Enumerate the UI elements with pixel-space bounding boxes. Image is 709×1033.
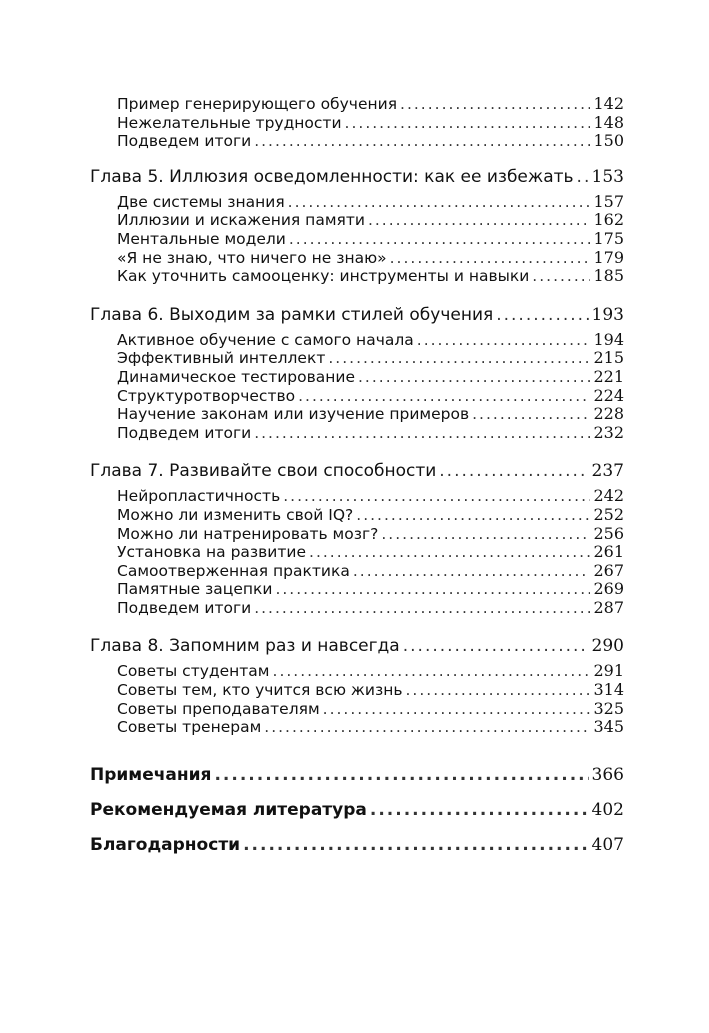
dot-leader [403, 635, 589, 657]
dot-leader [439, 460, 588, 482]
toc-section [90, 543, 624, 562]
section-title: Советы тем, кто учится всю жизнь [117, 681, 403, 700]
toc-section [90, 718, 624, 737]
section-title: Советы студентам [117, 662, 270, 681]
page-number: 142 [593, 94, 624, 113]
page-number: 325 [593, 698, 624, 718]
section-title: Можно ли изменить свой IQ? [117, 505, 354, 524]
toc-section [90, 662, 624, 681]
toc-section [90, 267, 624, 286]
toc-section [90, 95, 624, 114]
dot-leader [243, 834, 588, 856]
dot-leader [254, 133, 590, 151]
page-number: 221 [593, 366, 624, 386]
dot-leader [370, 799, 589, 821]
chapter-title: Глава 8. Запомним раз и навсегда [90, 636, 400, 657]
dot-leader [254, 425, 590, 443]
chapter-title: Глава 6. Выходим за рамки стилей обучения [90, 304, 494, 325]
section-title: Активное обучение с самого начала [117, 330, 414, 349]
toc-section [90, 405, 624, 424]
section-title: «Я не знаю, что ничего не знаю» [117, 248, 387, 267]
toc-section [90, 114, 624, 133]
dot-leader [289, 231, 591, 249]
backmatter-title: Примечания [90, 764, 212, 785]
page-number: 150 [593, 131, 624, 151]
dot-leader [323, 701, 591, 719]
toc-section [90, 580, 624, 599]
page-number: 287 [593, 597, 624, 617]
page-number: 193 [591, 304, 624, 325]
toc-section [90, 599, 624, 618]
page-number: 402 [591, 799, 624, 820]
chapter-title: Глава 7. Развивайте свои способности [90, 461, 437, 482]
dot-leader [400, 96, 590, 114]
dot-leader [214, 764, 588, 786]
dot-leader [390, 250, 591, 268]
section-title: Подведем итоги [117, 598, 252, 617]
page-number: 185 [593, 266, 624, 286]
toc-section [90, 132, 624, 151]
page-number: 228 [593, 404, 624, 424]
dot-leader [472, 406, 590, 424]
toc-section [90, 249, 624, 268]
dot-leader [288, 194, 591, 212]
page-number: 345 [593, 717, 624, 737]
toc-section [90, 700, 624, 719]
dot-leader [577, 166, 589, 188]
page-number: 252 [593, 504, 624, 524]
section-title: Структуротворчество [117, 386, 296, 405]
dot-leader [283, 488, 590, 506]
page-number: 267 [593, 560, 624, 580]
page-number: 261 [593, 542, 624, 562]
dot-leader [381, 526, 590, 544]
section-title: Нежелательные трудности [117, 113, 342, 132]
section-title: Ментальные модели [117, 229, 286, 248]
dot-leader [356, 507, 590, 525]
page-number: 290 [591, 636, 624, 657]
section-title: Советы тренерам [117, 718, 262, 737]
section-title: Подведем итоги [117, 132, 252, 151]
toc-section [90, 368, 624, 387]
dot-leader [496, 304, 588, 326]
page-number: 237 [591, 461, 624, 482]
page-number: 175 [593, 228, 624, 248]
section-title: Советы преподавателям [117, 699, 320, 718]
section-title: Установка на развитие [117, 543, 307, 562]
toc-section [90, 681, 624, 700]
dot-leader [417, 332, 591, 350]
backmatter-title: Рекомендуемая литература [90, 799, 367, 820]
page-number: 291 [593, 661, 624, 681]
page-number: 232 [593, 422, 624, 442]
chapter-title: Глава 5. Иллюзия осведомленности: как ее избежать [90, 166, 574, 187]
section-title: Пример генерирующего обучения [117, 95, 398, 113]
section-title: Нейропластичность [117, 487, 281, 506]
toc-section [90, 193, 624, 212]
section-title: Можно ли натренировать мозг? [117, 524, 379, 543]
section-title: Эффективный интеллект [117, 349, 326, 368]
section-title: Самоотверженная практика [117, 561, 350, 580]
toc-section [90, 387, 624, 406]
page-number: 157 [593, 191, 624, 211]
toc-section [90, 525, 624, 544]
dot-leader [345, 115, 591, 133]
dot-leader [328, 350, 590, 368]
toc-section [90, 230, 624, 249]
section-title: Научение законам или изучение примеров [117, 405, 470, 424]
toc-section [90, 487, 624, 506]
page-number: 215 [593, 348, 624, 368]
page-number: 366 [591, 764, 624, 785]
toc-section [90, 506, 624, 525]
table-of-contents [90, 95, 624, 856]
page-number: 153 [591, 166, 624, 187]
toc-section [90, 349, 624, 368]
toc-backmatter-reading [90, 799, 624, 821]
page-number: 407 [591, 834, 624, 855]
toc-section [90, 211, 624, 230]
toc-section [90, 331, 624, 350]
page-number: 314 [593, 680, 624, 700]
page-number: 269 [593, 579, 624, 599]
dot-leader [298, 388, 590, 406]
dot-leader [254, 600, 590, 618]
toc-section [90, 562, 624, 581]
dot-leader [273, 663, 591, 681]
dot-leader [368, 212, 591, 230]
toc-backmatter-notes [90, 764, 624, 786]
dot-leader [264, 719, 590, 737]
dot-leader [405, 682, 590, 700]
dot-leader [358, 369, 590, 387]
section-title: Памятные зацепки [117, 580, 273, 599]
dot-leader [275, 581, 590, 599]
backmatter-title: Благодарности [90, 834, 241, 855]
dot-leader [309, 544, 590, 562]
chapter-heading [90, 460, 624, 482]
dot-leader [353, 563, 591, 581]
page-number: 179 [593, 247, 624, 267]
section-title: Динамическое тестирование [117, 367, 355, 386]
chapter-heading [90, 304, 624, 326]
page-number: 162 [593, 210, 624, 230]
toc-backmatter-acknowledgements [90, 834, 624, 856]
page-number: 256 [593, 523, 624, 543]
page-number: 224 [593, 385, 624, 405]
section-title: Как уточнить самооценку: инструменты и навыки [117, 267, 530, 286]
page-number: 242 [593, 486, 624, 506]
section-title: Подведем итоги [117, 423, 252, 442]
chapter-heading [90, 635, 624, 657]
chapter-heading [90, 166, 624, 188]
toc-section [90, 424, 624, 443]
page-number: 148 [593, 112, 624, 132]
section-title: Две системы знания [117, 192, 285, 211]
page-number: 194 [593, 329, 624, 349]
dot-leader [532, 268, 590, 286]
section-title: Иллюзии и искажения памяти [117, 211, 365, 230]
